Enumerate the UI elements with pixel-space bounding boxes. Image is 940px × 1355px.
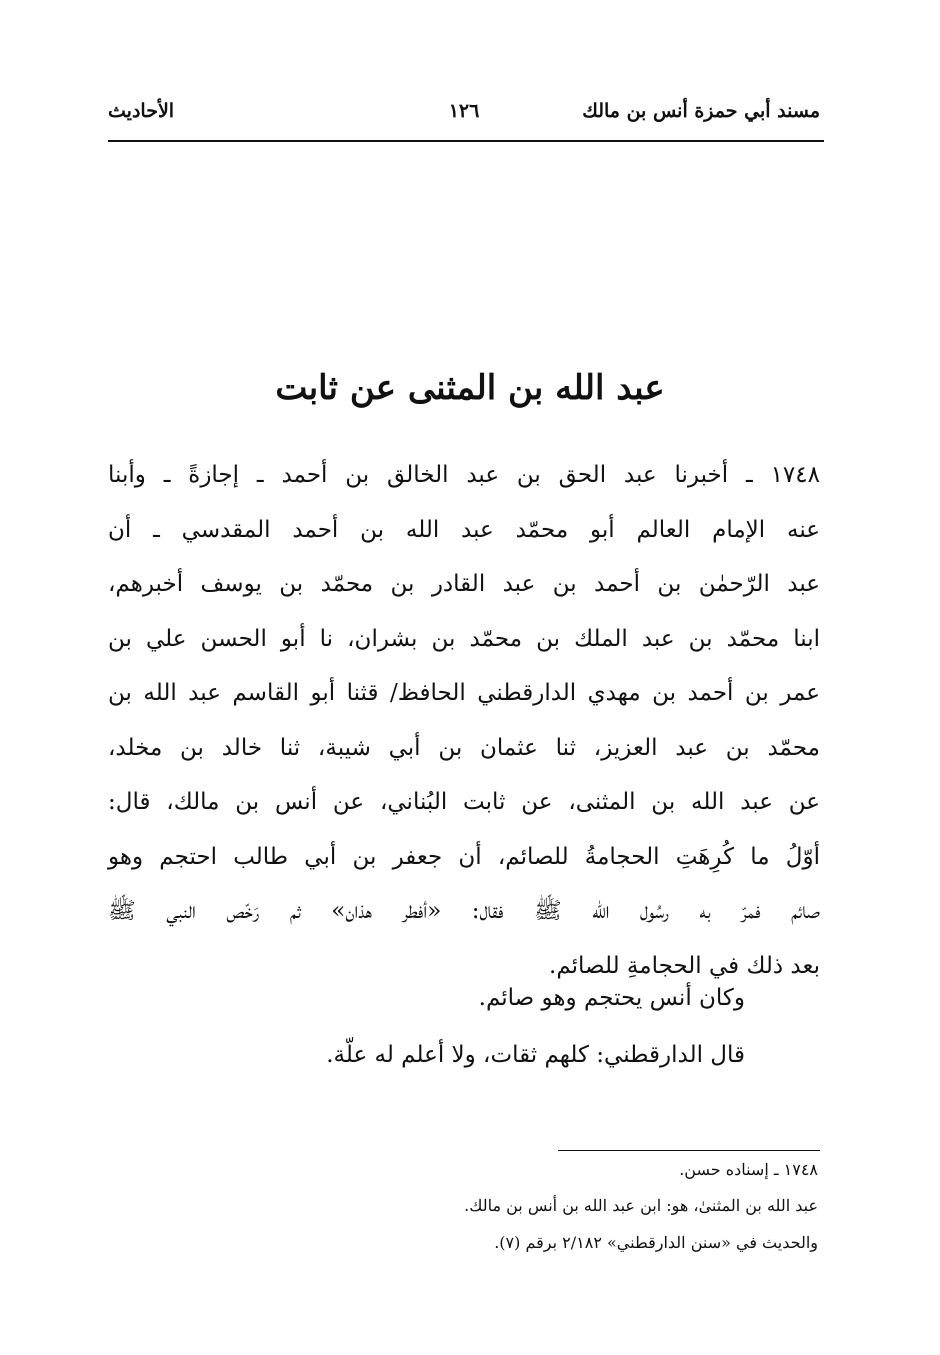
paragraph: قال الدارقطني: كلهم ثقات، ولا أعلم له علّة. bbox=[326, 1042, 745, 1068]
text-line: أوّلُ ما كُرِهَتِ الحجامةُ للصائم، أن جعفر بن أبي طالب احتجم وهو bbox=[108, 843, 820, 870]
paragraph: وكان أنس يحتجم وهو صائم. bbox=[478, 985, 745, 1011]
text-line: عن عبد الله بن المثنى، عن ثابت البُناني، عن أنس بن مالك، قال: bbox=[108, 789, 820, 815]
text-line: بعد ذلك في الحجامةِ للصائم. bbox=[549, 952, 820, 979]
footnote: ١٧٤٨ ـ إسناده حسن. bbox=[679, 1160, 818, 1179]
text-line: محمّد بن عبد العزيز، ثنا عثمان بن أبي شيبة، ثنا خالد بن مخلد، bbox=[108, 734, 820, 761]
header-rule bbox=[108, 140, 824, 142]
text-line: ١٧٤٨ ـ أخبرنا عبد الحق بن عبد الخالق بن أحمد ـ إجازةً ـ وأبنا bbox=[108, 462, 820, 488]
footnote-rule bbox=[558, 1150, 820, 1151]
text-line: عمر بن أحمد بن مهدي الدارقطني الحافظ/ قثنا أبو القاسم عبد الله بن bbox=[108, 680, 820, 706]
text-line: صائم فمرّ به رسُول الله ﷺ فقال: «أفطر هذان» ثم رَخّص النبي ﷺ bbox=[108, 898, 820, 924]
header-section: الأحاديث bbox=[108, 100, 175, 122]
footnote: عبد الله بن المثنىٰ، هو: ابن عبد الله بن أنس بن مالك. bbox=[464, 1196, 818, 1215]
text-line: عبد الرّحمٰن بن أحمد بن عبد القادر بن محمّد بن يوسف أخبرهم، bbox=[108, 571, 820, 597]
page-number: ١٢٦ bbox=[448, 100, 480, 122]
running-header bbox=[108, 100, 820, 132]
chapter-title: عبد الله بن المثنى عن ثابت bbox=[275, 368, 665, 408]
hadith-text bbox=[108, 448, 820, 993]
text-line: عنه الإمام العالم أبو محمّد عبد الله بن أحمد المقدسي ـ أن bbox=[108, 516, 820, 543]
header-book-title: مسند أبي حمزة أنس بن مالك bbox=[582, 100, 820, 122]
text-line: ابنا محمّد بن عبد الملك بن محمّد بن بشران، نا أبو الحسن علي بن bbox=[108, 625, 820, 652]
footnote: والحديث في «سنن الدارقطني» ٢/١٨٢ برقم (٧). bbox=[494, 1233, 818, 1252]
